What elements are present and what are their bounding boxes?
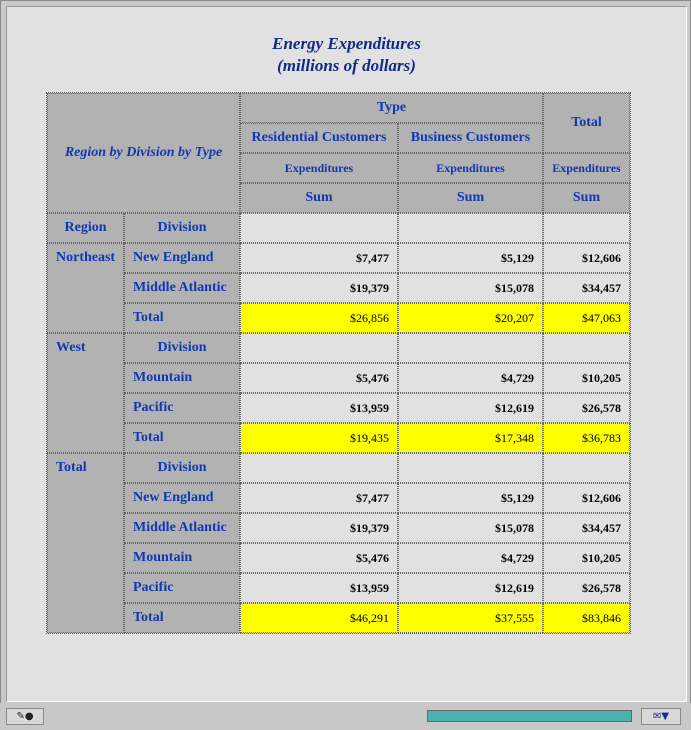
division-label: Middle Atlantic bbox=[124, 273, 240, 303]
empty-cell bbox=[398, 213, 543, 243]
residential-value: $5,476 bbox=[240, 363, 398, 393]
total-subtotal: $47,063 bbox=[543, 303, 630, 333]
business-value: $5,129 bbox=[398, 243, 543, 273]
division-label: Mountain bbox=[124, 543, 240, 573]
report-title: Energy Expenditures bbox=[272, 34, 421, 53]
report-panel bbox=[6, 6, 687, 702]
total-value: $12,606 bbox=[543, 483, 630, 513]
residential-value: $19,379 bbox=[240, 273, 398, 303]
division-label: Pacific bbox=[124, 573, 240, 603]
division-column-header: Division bbox=[124, 213, 240, 243]
division-column-header: Division bbox=[124, 333, 240, 363]
business-value: $4,729 bbox=[398, 363, 543, 393]
table-row bbox=[47, 393, 630, 423]
business-subtotal: $17,348 bbox=[398, 423, 543, 453]
division-label: New England bbox=[124, 483, 240, 513]
table-row bbox=[47, 243, 630, 273]
business-value: $4,729 bbox=[398, 543, 543, 573]
total-value: $10,205 bbox=[543, 363, 630, 393]
business-header: Business Customers bbox=[398, 123, 543, 153]
table-row bbox=[47, 453, 630, 483]
total-value: $26,578 bbox=[543, 393, 630, 423]
mail-icon[interactable]: ✉▼ bbox=[641, 708, 681, 725]
empty-cell bbox=[398, 333, 543, 363]
total-value: $26,578 bbox=[543, 573, 630, 603]
table-row bbox=[47, 273, 630, 303]
table-row bbox=[47, 513, 630, 543]
division-label: Middle Atlantic bbox=[124, 513, 240, 543]
table-row bbox=[47, 543, 630, 573]
business-subtotal: $37,555 bbox=[398, 603, 543, 633]
residential-value: $19,379 bbox=[240, 513, 398, 543]
corner-header: Region by Division by Type bbox=[47, 93, 240, 213]
expenditures-table bbox=[46, 92, 631, 634]
residential-value: $7,477 bbox=[240, 243, 398, 273]
division-column-header: Division bbox=[124, 453, 240, 483]
expenditures-header: Expenditures bbox=[398, 153, 543, 183]
region-label: Northeast bbox=[47, 243, 124, 333]
division-label: Mountain bbox=[124, 363, 240, 393]
business-value: $15,078 bbox=[398, 513, 543, 543]
sum-header: Sum bbox=[398, 183, 543, 213]
table-row bbox=[47, 573, 630, 603]
status-bar bbox=[0, 703, 691, 730]
total-column-header: Total bbox=[543, 93, 630, 153]
residential-subtotal: $26,856 bbox=[240, 303, 398, 333]
business-subtotal: $20,207 bbox=[398, 303, 543, 333]
division-total-label: Total bbox=[124, 423, 240, 453]
empty-cell bbox=[398, 453, 543, 483]
total-value: $34,457 bbox=[543, 273, 630, 303]
division-total-label: Total bbox=[124, 603, 240, 633]
business-value: $12,619 bbox=[398, 573, 543, 603]
empty-cell bbox=[240, 213, 398, 243]
sum-header: Sum bbox=[543, 183, 630, 213]
total-value: $10,205 bbox=[543, 543, 630, 573]
total-value: $34,457 bbox=[543, 513, 630, 543]
expenditures-header: Expenditures bbox=[240, 153, 398, 183]
division-total-label: Total bbox=[124, 303, 240, 333]
business-value: $12,619 bbox=[398, 393, 543, 423]
table-row bbox=[47, 603, 630, 633]
progress-bar bbox=[427, 710, 632, 722]
business-value: $15,078 bbox=[398, 273, 543, 303]
business-value: $5,129 bbox=[398, 483, 543, 513]
report-subtitle: (millions of dollars) bbox=[277, 56, 416, 75]
empty-cell bbox=[240, 453, 398, 483]
residential-header: Residential Customers bbox=[240, 123, 398, 153]
division-label: Pacific bbox=[124, 393, 240, 423]
table-row bbox=[47, 333, 630, 363]
total-subtotal: $36,783 bbox=[543, 423, 630, 453]
residential-value: $13,959 bbox=[240, 393, 398, 423]
empty-cell bbox=[240, 333, 398, 363]
region-label: West bbox=[47, 333, 124, 453]
residential-value: $7,477 bbox=[240, 483, 398, 513]
empty-cell bbox=[543, 453, 630, 483]
empty-cell bbox=[543, 333, 630, 363]
residential-value: $5,476 bbox=[240, 543, 398, 573]
table-row bbox=[47, 363, 630, 393]
table-row bbox=[47, 423, 630, 453]
region-column-header: Region bbox=[47, 213, 124, 243]
residential-subtotal: $46,291 bbox=[240, 603, 398, 633]
total-value: $12,606 bbox=[543, 243, 630, 273]
table-row bbox=[47, 303, 630, 333]
region-label: Total bbox=[47, 453, 124, 633]
table-row bbox=[47, 483, 630, 513]
residential-value: $13,959 bbox=[240, 573, 398, 603]
residential-subtotal: $19,435 bbox=[240, 423, 398, 453]
applet-security-icon[interactable]: ✎● bbox=[6, 708, 44, 725]
sum-header: Sum bbox=[240, 183, 398, 213]
division-label: New England bbox=[124, 243, 240, 273]
total-subtotal: $83,846 bbox=[543, 603, 630, 633]
empty-cell bbox=[543, 213, 630, 243]
expenditures-header: Expenditures bbox=[543, 153, 630, 183]
type-header: Type bbox=[240, 93, 543, 123]
